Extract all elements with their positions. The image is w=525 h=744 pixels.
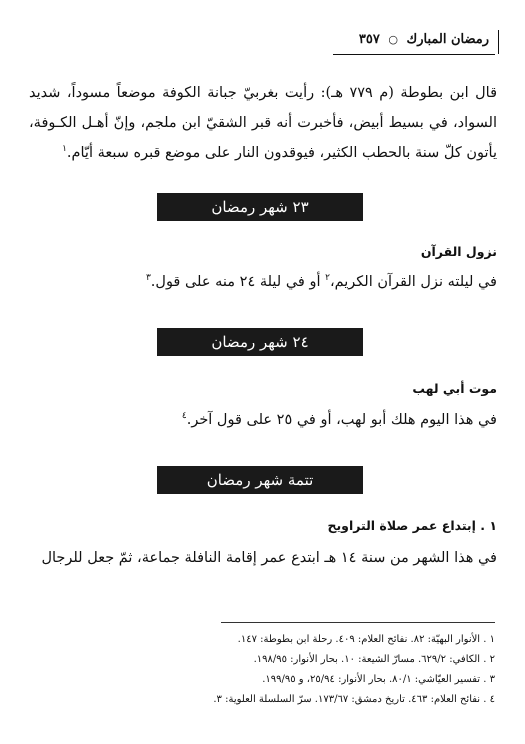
footnote-marker: ١ xyxy=(62,144,67,155)
section-banner-rest-of-ramadan: تتمة شهر رمضان xyxy=(157,466,363,494)
footnote-rule xyxy=(221,622,495,623)
page-number: ٣٥٧ xyxy=(358,32,380,47)
intro-paragraph xyxy=(29,78,497,168)
section-heading: موت أبي لهب xyxy=(412,381,497,396)
footnote: ١ . الأنوار البهيّة: ٨٢. نفائح العلام: ٤٠٩. رحلة ابن بطوطة: ١٤٧. xyxy=(237,634,495,645)
section-text-part: أو في ليلة ٢٤ منه على قول. xyxy=(150,274,326,290)
header-text xyxy=(359,32,489,47)
section-heading: نزول القرآن xyxy=(420,244,497,259)
intro-text: قال ابن بطوطة (م ٧٧٩ هـ): رأيت بغربيّ جبانة الكوفة موضعاً مسوداً، شديد السواد، في بسيط أبيض، فأخبرت أنه قبر الشقيّ ابن ملجم، وإنّ أهـل الكـوفة، يأتون كلّ سنة بالحطب الكثير، فيوقدون النار على موضع قبره سبعة أيّام. xyxy=(29,85,498,161)
header-vertical-rule xyxy=(498,30,499,54)
section-text xyxy=(146,274,497,290)
section-text-part: في ليلته نزل القرآن الكريم، xyxy=(329,274,497,290)
header-separator-icon: ○ xyxy=(388,33,398,46)
section-heading: ١ . إبتداع عمر صلاة التراويح xyxy=(327,518,497,533)
footnote-marker: ٢ xyxy=(325,273,330,284)
running-title: رمضان المبارك xyxy=(406,32,489,47)
section-text-part: في هذا الشهر من سنة ١٤ هـ ابتدع عمر إقامة النافلة جماعة، ثمّ جعل للرجال xyxy=(41,550,497,566)
footnote: ٤ . نفائح العلام: ٤٦٣. تاريخ دمشق: ١٧٣/٦٧. سرّ السلسلة العلوية: ٣. xyxy=(213,694,495,705)
footnote-marker: ٣ xyxy=(145,273,151,284)
footnotes-list xyxy=(25,630,495,710)
section-text xyxy=(182,412,497,428)
section-text xyxy=(41,550,497,566)
section-banner-23-ramadan: ٢٣ شهر رمضان xyxy=(157,193,363,221)
section-text-part: في هذا اليوم هلك أبو لهب، أو في ٢٥ على قول آخر. xyxy=(186,412,497,428)
footnote: ٢ . الكافي: ٦٢٩/٢. مسارّ الشيعة: ١٠. بحار الأنوار: ١٩٨/٩٥. xyxy=(253,654,495,665)
footnote-marker: ٤ xyxy=(181,411,187,422)
running-header xyxy=(333,30,495,54)
header-rule xyxy=(333,54,495,55)
footnote: ٣ . تفسير العيّاشي: ٨٠/١. بحار الأنوار: ٢٥/٩٤، و ١٩٩/٩٥. xyxy=(262,674,495,685)
section-banner-24-ramadan: ٢٤ شهر رمضان xyxy=(157,328,363,356)
